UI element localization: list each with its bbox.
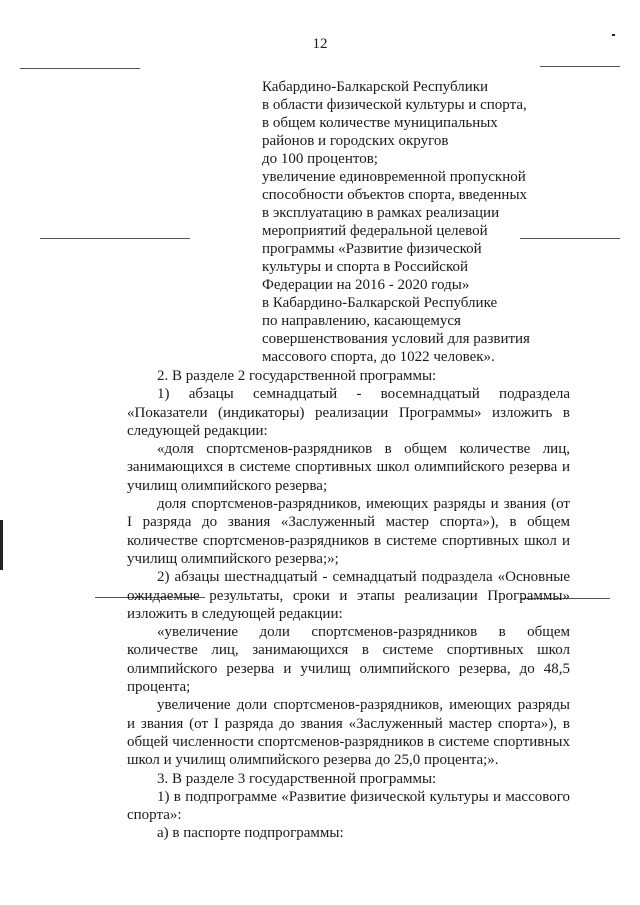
paragraph-section-3: 3. В разделе 3 государственной программы:	[157, 770, 437, 787]
right-line: мероприятий федеральной целевой	[262, 223, 488, 239]
paragraph-section-2: 2. В разделе 2 государственной программы:	[157, 368, 437, 384]
paragraph-subprogram: 1) в подпрограмме «Развитие физической культуры и массового спорта»:	[127, 788, 570, 824]
right-line: до 100 процентов;	[262, 151, 378, 167]
right-line: в Кабардино-Балкарской Республике	[262, 295, 498, 311]
right-line: Кабардино-Балкарской Республики	[262, 79, 489, 95]
right-line: совершенствования условий для развития	[262, 331, 530, 347]
right-line: районов и городских округов	[262, 133, 449, 149]
document-body	[127, 367, 570, 843]
right-line: увеличение единовременной пропускной	[262, 169, 526, 185]
right-line: по направлению, касающемуся	[262, 313, 461, 329]
paragraph-quote-2: доля спортсменов-разрядников, имеющих разряды и звания (от I разряда до звания «Заслуженный мастер спорта»), в общем количестве спортсменов-разрядников в системе спортивных школ и училищ олимпийского резерва;»;	[127, 496, 570, 567]
right-line: программы «Развитие физической	[262, 241, 482, 257]
page-number: 12	[312, 36, 328, 52]
paragraph-item-2: 2) абзацы шестнадцатый - семнадцатый подраздела «Основные ожидаемые результаты, сроки и этапы реализации Программы» изложить в следующей редакции:	[127, 569, 570, 622]
scan-line-middle	[40, 238, 190, 239]
right-line: в области физической культуры и спорта,	[262, 97, 527, 113]
scan-line-top-right	[540, 66, 620, 67]
scan-line-top	[20, 68, 140, 69]
right-line: массового спорта, до 1022 человек».	[262, 349, 495, 365]
paragraph-passport: а) в паспорте подпрограммы:	[157, 825, 344, 842]
scan-dot	[612, 34, 615, 36]
right-line: способности объектов спорта, введенных	[262, 187, 528, 203]
paragraph-quote-4: увеличение доли спортсменов-разрядников, имеющих разряды и звания (от I разряда до звания «Заслуженный мастер спорта»), в общей численности спортсменов-разрядников в системе спортивных школ и училищ олимпийского резерва до 25,0 процента;».	[127, 697, 570, 769]
paragraph-item-1: 1) абзацы семнадцатый - восемнадцатый подраздела «Показатели (индикаторы) реализации Программы» изложить в следующей редакции:	[127, 386, 570, 439]
paragraph-quote-3: «увеличение доли спортсменов-разрядников в общем количестве лиц, занимающихся в системе спортивных школ олимпийского резерва и училищ олимпийского резерва, до 48,5 процента;	[127, 624, 570, 696]
right-column-text	[262, 78, 562, 366]
right-line: в общем количестве муниципальных	[262, 115, 498, 131]
paragraph-quote-1: «доля спортсменов-разрядников в общем количестве лиц, занимающихся в системе спортивных школ олимпийского резерва и училищ олимпийского резерва;	[127, 441, 570, 494]
scan-edge-mark	[0, 520, 3, 570]
right-line: культуры и спорта в Российской	[262, 259, 469, 275]
right-line: Федерации на 2016 - 2020 годы»	[262, 277, 470, 293]
right-line: в эксплуатацию в рамках реализации	[262, 205, 500, 221]
